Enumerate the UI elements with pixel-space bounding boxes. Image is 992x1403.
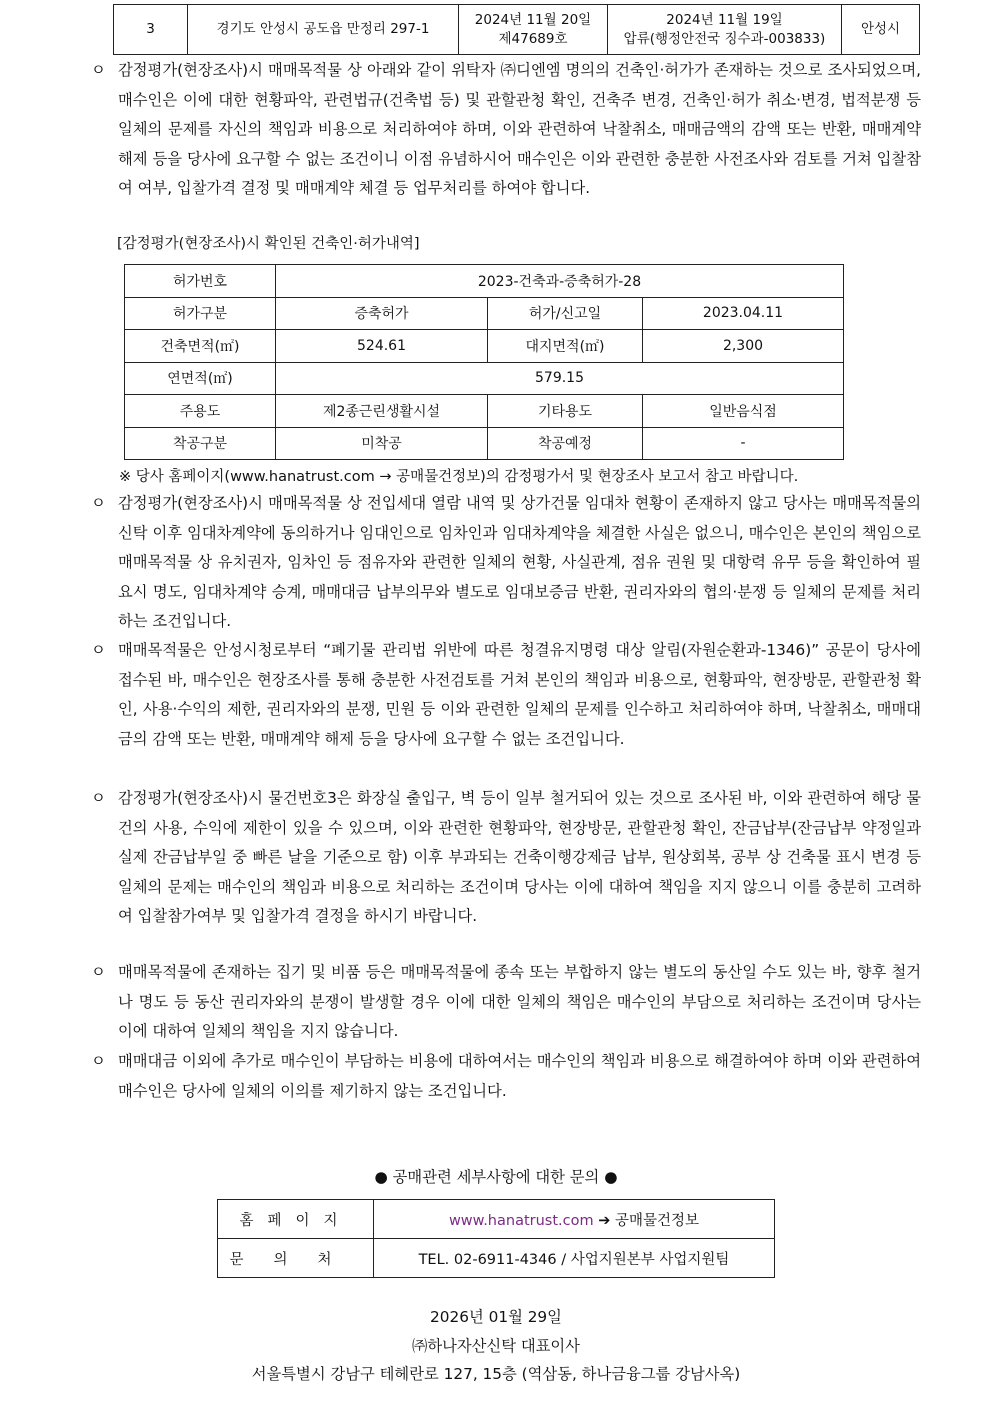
permit-type-value: 증축허가 <box>276 297 488 330</box>
homepage-cell <box>374 1200 775 1239</box>
property-row-table <box>113 4 920 55</box>
homepage-label-text: 홈페이지 <box>239 1212 352 1229</box>
planned-start-label: 착공예정 <box>488 427 643 460</box>
permit-no-value: 2023-건축과-증축허가-28 <box>276 265 844 298</box>
other-use-value: 일반음식점 <box>643 395 844 428</box>
floor-area-label: 연면적(㎡) <box>125 362 276 395</box>
building-area-label: 건축면적(㎡) <box>125 330 276 363</box>
item-number: 3 <box>114 5 188 55</box>
permit-no-label: 허가번호 <box>125 265 276 298</box>
table-row <box>125 297 844 330</box>
condition-paragraph-6 <box>91 1047 921 1106</box>
permit-date-value: 2023.04.11 <box>643 297 844 330</box>
bullet-mark: ㅇ <box>91 963 106 981</box>
paragraph-text: 매매목적물은 안성시청로부터 “폐기물 관리법 위반에 따른 청결유지명령 대상 알림(자원순환과-1346)” 공문이 당사에 접수된 바, 매수인은 현장조사를 통해 충분한 사전검토를 거쳐 본인의 책임과 비용으로, 현황파악, 현장방문, 관할관청 확인, 사용·수익의 제한, 권리자와의 분쟁, 민원 등 이와 관련한 일체의 문제를 인수하고 처리하여야 하며, 낙찰취소, 매매대금의 감액 또는 반환, 매매계약 해제 등을 당사에 요구할 수 없는 조건입니다. <box>118 641 921 748</box>
bullet-mark: ㅇ <box>91 494 106 512</box>
arrow-right-icon: ➔ <box>598 1212 611 1229</box>
table-row <box>125 362 844 395</box>
permit-table <box>124 264 844 460</box>
seizure-date: 2024년 11월 19일 <box>666 11 783 28</box>
right-holder: 안성시 <box>842 5 920 55</box>
issue-date: 2026년 01월 29일 <box>430 1308 562 1326</box>
permit-caption: [감정평가(현장조사)시 확인된 건축인·허가내역] <box>117 236 420 252</box>
bullet-mark: ㅇ <box>91 641 106 659</box>
permit-date-label: 허가/신고일 <box>488 297 643 330</box>
construction-status-label: 착공구분 <box>125 427 276 460</box>
contact-heading: ● 공매관련 세부사항에 대한 문의 ● <box>374 1168 618 1186</box>
site-area-label: 대지면적(㎡) <box>488 330 643 363</box>
homepage-link[interactable]: www.hanatrust.com <box>448 1212 594 1229</box>
main-use-value: 제2종근린생활시설 <box>276 395 488 428</box>
condition-paragraph-4 <box>91 784 921 932</box>
bullet-mark: ㅇ <box>91 789 106 807</box>
table-row <box>125 427 844 460</box>
paragraph-text: 감정평가(현장조사)시 매매목적물 상 아래와 같이 위탁자 ㈜디엔엠 명의의 건축인·허가가 존재하는 것으로 조사되었으며, 매수인은 이에 대한 현황파악, 관련법규(건축법 등) 및 관할관청 확인, 건축주 변경, 건축인·허가 취소·변경, 법적분쟁 등 일체의 문제를 자신의 책임과 비용으로 처리하여야 하며, 이와 관련하여 낙찰취소, 매매금액의 감액 또는 반환, 매매계약 해제 등을 당사에 요구할 수 없는 조건이니 이점 유념하시어 매수인은 이와 관련한 충분한 사전조사와 검토를 거쳐 입찰참여 여부, 입찰가격 결정 및 매매계약 체결 등 업무처리를 하여야 합니다. <box>118 61 921 198</box>
building-area-value: 524.61 <box>276 330 488 363</box>
paragraph-text: 감정평가(현장조사)시 매매목적물 상 전입세대 열람 내역 및 상가건물 임대차 현황이 존재하지 않고 당사는 매매목적물의 신탁 이후 임대차계약에 동의하거나 임대인으로 임차인과 임대차계약을 체결한 사실은 없으니, 매수인은 본인의 책임으로 매매목적물 상 유치권자, 임차인 등 점유자와 관련한 일체의 현황, 사실관계, 점유 권원 및 대항력 유무 등을 확인하여 필요시 명도, 임대차계약 승계, 매매대금 납부의무와 별도로 임대보증금 반환, 권리자와의 협의·분쟁 등 일체의 문제를 처리하는 조건입니다. <box>118 494 921 631</box>
bullet-mark: ㅇ <box>91 61 106 79</box>
seizure-cell <box>608 5 842 55</box>
permit-type-label: 허가구분 <box>125 297 276 330</box>
table-row <box>125 330 844 363</box>
receipt-date-cell <box>459 5 608 55</box>
homepage-label <box>218 1200 374 1239</box>
planned-start-value: - <box>643 427 844 460</box>
paragraph-text: 매매대금 이외에 추가로 매수인이 부담하는 비용에 대하여서는 매수인의 책임과 비용으로 해결하여야 하며 이와 관련하여 매수인은 당사에 일체의 이의를 제기하지 않는 조건입니다. <box>118 1052 921 1100</box>
bullet-mark: ㅇ <box>91 1052 106 1070</box>
table-row <box>218 1239 775 1278</box>
seizure-detail: 압류(행정안전국 징수과-003833) <box>623 30 826 47</box>
table-row <box>125 265 844 298</box>
condition-paragraph-3 <box>91 636 921 754</box>
company-address: 서울특별시 강남구 테헤란로 127, 15층 (역삼동, 하나금융그룹 강남사옥) <box>251 1365 741 1383</box>
inquiry-label-text: 문의처 <box>229 1251 362 1268</box>
inquiry-value: TEL. 02-6911-4346 / 사업지원본부 사업지원팀 <box>374 1239 775 1278</box>
main-use-label: 주용도 <box>125 395 276 428</box>
paragraph-text: 감정평가(현장조사)시 물건번호3은 화장실 출입구, 벽 등이 일부 철거되어 있는 것으로 조사된 바, 이와 관련하여 해당 물건의 사용, 수익에 제한이 있을 수 있으며, 이와 관련한 현황파악, 현장방문, 관할관청 확인, 잔금납부(잔금납부 약정일과 실제 잔금납부일 중 빠른 날을 기준으로 함) 이후 부과되는 건축이행강제금 납부, 원상회복, 공부 상 건축물 표시 변경 등 일체의 문제는 매수인의 책임과 비용으로 처리하는 조건이며 당사는 이에 대하여 책임을 지지 않으니 이를 충분히 고려하여 입찰참가여부 및 입찰가격 결정을 하시기 바랍니다. <box>118 789 921 926</box>
other-use-label: 기타용도 <box>488 395 643 428</box>
table-row <box>125 395 844 428</box>
floor-area-value: 579.15 <box>276 362 844 395</box>
contact-table <box>217 1199 775 1278</box>
paragraph-text: 매매목적물에 존재하는 집기 및 비품 등은 매매목적물에 종속 또는 부합하지 않는 별도의 동산일 수도 있는 바, 향후 철거나 명도 등 동산 권리자와의 분쟁이 발생할 경우 이에 대한 일체의 책임은 매수인의 부담으로 처리하는 조건이며 당사는 이에 대하여 일체의 책임을 지지 않습니다. <box>118 963 921 1041</box>
condition-paragraph-5 <box>91 958 921 1047</box>
company-ceo: ㈜하나자산신탁 대표이사 <box>412 1337 580 1355</box>
construction-status-value: 미착공 <box>276 427 488 460</box>
receipt-number: 제47689호 <box>498 30 568 47</box>
reference-note: ※ 당사 홈페이지(www.hanatrust.com → 공매물건정보)의 감정평가서 및 현장조사 보고서 참고 바랍니다. <box>119 469 799 485</box>
condition-paragraph-2 <box>91 489 921 637</box>
receipt-date: 2024년 11월 20일 <box>474 11 592 28</box>
homepage-target: 공매물건정보 <box>615 1212 700 1229</box>
condition-paragraph-1 <box>91 56 921 204</box>
table-row <box>218 1200 775 1239</box>
property-address: 경기도 안성시 공도읍 만정리 297-1 <box>188 5 459 55</box>
inquiry-label <box>218 1239 374 1278</box>
site-area-value: 2,300 <box>643 330 844 363</box>
table-row <box>114 5 920 55</box>
